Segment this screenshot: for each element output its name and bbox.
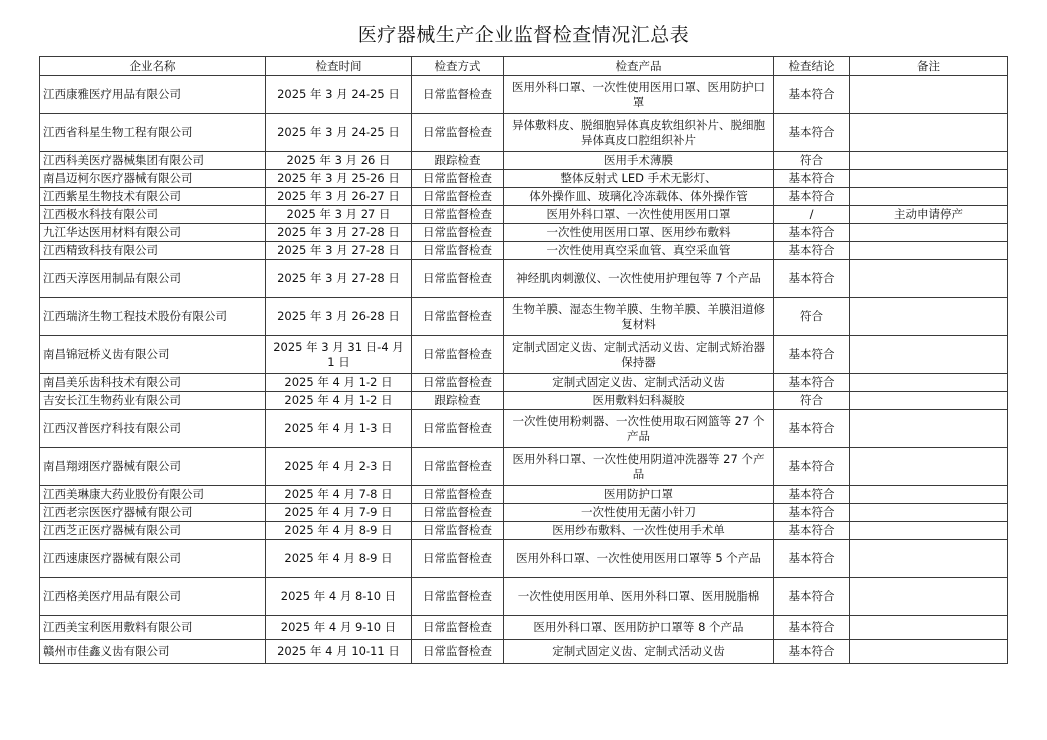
inspection-result-cell: 基本符合: [774, 76, 850, 114]
inspection-date-cell: 2025 年 4 月 8-9 日: [266, 540, 412, 578]
inspection-date-cell: 2025 年 3 月 24-25 日: [266, 76, 412, 114]
table-row: [40, 152, 1008, 170]
inspected-product-cell: 医用外科口罩、一次性使用阴道冲洗器等 27 个产品: [504, 448, 774, 486]
inspected-product-cell: 体外操作皿、玻璃化冷冻载体、体外操作管: [504, 188, 774, 206]
company-cell: 南昌锦冠桥义齿有限公司: [40, 336, 266, 374]
remark-cell: [850, 242, 1008, 260]
table-row: [40, 374, 1008, 392]
inspection-method-cell: 日常监督检查: [412, 170, 504, 188]
remark-cell: 主动申请停产: [850, 206, 1008, 224]
inspected-product-cell: 医用纱布敷料、一次性使用手术单: [504, 522, 774, 540]
inspected-product-cell: 定制式固定义齿、定制式活动义齿: [504, 374, 774, 392]
inspection-date-cell: 2025 年 3 月 26-27 日: [266, 188, 412, 206]
inspection-method-cell: 日常监督检查: [412, 336, 504, 374]
company-cell: 江西天淳医用制品有限公司: [40, 260, 266, 298]
remark-cell: [850, 578, 1008, 616]
table-row: [40, 206, 1008, 224]
company-cell: 江西省科星生物工程有限公司: [40, 114, 266, 152]
company-cell: 南昌美乐齿科技术有限公司: [40, 374, 266, 392]
inspection-result-cell: 基本符合: [774, 616, 850, 640]
remark-cell: [850, 540, 1008, 578]
inspection-result-cell: 基本符合: [774, 486, 850, 504]
inspected-product-cell: 异体敷料皮、脱细胞异体真皮软组织补片、脱细胞异体真皮口腔组织补片: [504, 114, 774, 152]
table-row: [40, 522, 1008, 540]
inspected-product-cell: 整体反射式 LED 手术无影灯、: [504, 170, 774, 188]
inspected-product-cell: 定制式固定义齿、定制式活动义齿: [504, 640, 774, 664]
inspection-table: [39, 56, 1008, 664]
inspection-method-cell: 日常监督检查: [412, 242, 504, 260]
inspection-date-cell: 2025 年 4 月 8-9 日: [266, 522, 412, 540]
remark-cell: [850, 170, 1008, 188]
table-row: [40, 410, 1008, 448]
table-row: [40, 448, 1008, 486]
inspection-method-cell: 日常监督检查: [412, 522, 504, 540]
remark-cell: [850, 152, 1008, 170]
header-note: 备注: [850, 57, 1008, 76]
inspected-product-cell: 医用防护口罩: [504, 486, 774, 504]
company-cell: 江西速康医疗器械有限公司: [40, 540, 266, 578]
inspected-product-cell: 医用外科口罩、一次性使用医用口罩等 5 个产品: [504, 540, 774, 578]
inspection-result-cell: /: [774, 206, 850, 224]
table-row: [40, 76, 1008, 114]
table-row: [40, 298, 1008, 336]
inspection-method-cell: 日常监督检查: [412, 206, 504, 224]
inspected-product-cell: 医用外科口罩、医用防护口罩等 8 个产品: [504, 616, 774, 640]
table-row: [40, 578, 1008, 616]
inspection-method-cell: 跟踪检查: [412, 152, 504, 170]
inspection-date-cell: 2025 年 3 月 24-25 日: [266, 114, 412, 152]
remark-cell: [850, 392, 1008, 410]
company-cell: 江西芝正医疗器械有限公司: [40, 522, 266, 540]
inspection-date-cell: 2025 年 4 月 7-8 日: [266, 486, 412, 504]
inspection-date-cell: 2025 年 4 月 2-3 日: [266, 448, 412, 486]
table-row: [40, 260, 1008, 298]
inspection-result-cell: 基本符合: [774, 188, 850, 206]
inspection-result-cell: 基本符合: [774, 504, 850, 522]
inspection-method-cell: 日常监督检查: [412, 114, 504, 152]
inspection-method-cell: 日常监督检查: [412, 224, 504, 242]
inspection-date-cell: 2025 年 4 月 1-3 日: [266, 410, 412, 448]
inspection-method-cell: 日常监督检查: [412, 616, 504, 640]
inspection-result-cell: 基本符合: [774, 578, 850, 616]
remark-cell: [850, 374, 1008, 392]
inspection-method-cell: 跟踪检查: [412, 392, 504, 410]
inspected-product-cell: 神经肌肉刺激仪、一次性使用护理包等 7 个产品: [504, 260, 774, 298]
inspection-method-cell: 日常监督检查: [412, 410, 504, 448]
company-cell: 江西科美医疗器械集团有限公司: [40, 152, 266, 170]
inspection-result-cell: 基本符合: [774, 640, 850, 664]
company-cell: 江西美琳康大药业股份有限公司: [40, 486, 266, 504]
inspection-date-cell: 2025 年 4 月 1-2 日: [266, 374, 412, 392]
inspection-date-cell: 2025 年 4 月 7-9 日: [266, 504, 412, 522]
company-cell: 江西精致科技有限公司: [40, 242, 266, 260]
inspected-product-cell: 一次性使用医用口罩、医用纱布敷料: [504, 224, 774, 242]
inspected-product-cell: 医用外科口罩、一次性使用医用口罩: [504, 206, 774, 224]
company-cell: 赣州市佳鑫义齿有限公司: [40, 640, 266, 664]
inspection-result-cell: 基本符合: [774, 522, 850, 540]
inspection-method-cell: 日常监督检查: [412, 188, 504, 206]
company-cell: 江西老宗医医疗器械有限公司: [40, 504, 266, 522]
inspected-product-cell: 一次性使用医用单、医用外科口罩、医用脱脂棉: [504, 578, 774, 616]
table-row: [40, 224, 1008, 242]
inspection-method-cell: 日常监督检查: [412, 260, 504, 298]
header-date: 检查时间: [266, 57, 412, 76]
inspection-result-cell: 基本符合: [774, 336, 850, 374]
inspection-method-cell: 日常监督检查: [412, 578, 504, 616]
inspection-date-cell: 2025 年 3 月 25-26 日: [266, 170, 412, 188]
inspected-product-cell: 一次性使用无菌小针刀: [504, 504, 774, 522]
table-row: [40, 336, 1008, 374]
inspection-result-cell: 符合: [774, 298, 850, 336]
inspection-method-cell: 日常监督检查: [412, 448, 504, 486]
table-row: [40, 188, 1008, 206]
page-title: 医疗器械生产企业监督检查情况汇总表: [357, 24, 690, 46]
company-cell: 南昌迈柯尔医疗器械有限公司: [40, 170, 266, 188]
header-method: 检查方式: [412, 57, 504, 76]
company-cell: 江西极水科技有限公司: [40, 206, 266, 224]
table-row: [40, 392, 1008, 410]
inspected-product-cell: 一次性使用真空采血管、真空采血管: [504, 242, 774, 260]
remark-cell: [850, 448, 1008, 486]
inspection-date-cell: 2025 年 3 月 31 日-4 月 1 日: [266, 336, 412, 374]
company-cell: 江西瑞济生物工程技术股份有限公司: [40, 298, 266, 336]
company-cell: 江西格美医疗用品有限公司: [40, 578, 266, 616]
inspection-result-cell: 基本符合: [774, 448, 850, 486]
remark-cell: [850, 522, 1008, 540]
remark-cell: [850, 504, 1008, 522]
table-row: [40, 504, 1008, 522]
inspected-product-cell: 医用敷料妇科凝胶: [504, 392, 774, 410]
inspected-product-cell: 一次性使用粉刺器、一次性使用取石网篮等 27 个产品: [504, 410, 774, 448]
remark-cell: [850, 616, 1008, 640]
inspection-date-cell: 2025 年 4 月 8-10 日: [266, 578, 412, 616]
remark-cell: [850, 76, 1008, 114]
remark-cell: [850, 298, 1008, 336]
inspection-result-cell: 基本符合: [774, 170, 850, 188]
remark-cell: [850, 640, 1008, 664]
inspection-method-cell: 日常监督检查: [412, 76, 504, 114]
remark-cell: [850, 224, 1008, 242]
inspection-date-cell: 2025 年 4 月 1-2 日: [266, 392, 412, 410]
inspection-method-cell: 日常监督检查: [412, 504, 504, 522]
company-cell: 吉安长江生物药业有限公司: [40, 392, 266, 410]
table-row: [40, 486, 1008, 504]
inspection-result-cell: 基本符合: [774, 114, 850, 152]
inspection-result-cell: 基本符合: [774, 224, 850, 242]
company-cell: 江西紫星生物技术有限公司: [40, 188, 266, 206]
remark-cell: [850, 336, 1008, 374]
table-row: [40, 114, 1008, 152]
header-product: 检查产品: [504, 57, 774, 76]
table-row: [40, 170, 1008, 188]
inspection-method-cell: 日常监督检查: [412, 540, 504, 578]
company-cell: 九江华达医用材料有限公司: [40, 224, 266, 242]
inspection-method-cell: 日常监督检查: [412, 486, 504, 504]
remark-cell: [850, 486, 1008, 504]
inspection-date-cell: 2025 年 3 月 27-28 日: [266, 242, 412, 260]
inspection-result-cell: 基本符合: [774, 410, 850, 448]
table-row: [40, 242, 1008, 260]
inspection-result-cell: 符合: [774, 392, 850, 410]
table-header-row: [40, 57, 1008, 76]
remark-cell: [850, 114, 1008, 152]
inspection-method-cell: 日常监督检查: [412, 640, 504, 664]
inspected-product-cell: 定制式固定义齿、定制式活动义齿、定制式矫治器保持器: [504, 336, 774, 374]
inspection-date-cell: 2025 年 3 月 26-28 日: [266, 298, 412, 336]
inspected-product-cell: 医用外科口罩、一次性使用医用口罩、医用防护口罩: [504, 76, 774, 114]
inspection-result-cell: 基本符合: [774, 374, 850, 392]
inspection-date-cell: 2025 年 3 月 27-28 日: [266, 260, 412, 298]
inspected-product-cell: 生物羊膜、湿态生物羊膜、生物羊膜、羊膜泪道修复材料: [504, 298, 774, 336]
company-cell: 江西美宝利医用敷料有限公司: [40, 616, 266, 640]
company-cell: 江西汉普医疗科技有限公司: [40, 410, 266, 448]
company-cell: 江西康雅医疗用品有限公司: [40, 76, 266, 114]
remark-cell: [850, 410, 1008, 448]
table-row: [40, 540, 1008, 578]
inspection-method-cell: 日常监督检查: [412, 298, 504, 336]
inspection-date-cell: 2025 年 4 月 9-10 日: [266, 616, 412, 640]
header-result: 检查结论: [774, 57, 850, 76]
inspection-result-cell: 符合: [774, 152, 850, 170]
inspection-result-cell: 基本符合: [774, 540, 850, 578]
header-company: 企业名称: [40, 57, 266, 76]
inspection-date-cell: 2025 年 3 月 26 日: [266, 152, 412, 170]
table-row: [40, 616, 1008, 640]
inspection-date-cell: 2025 年 4 月 10-11 日: [266, 640, 412, 664]
table-row: [40, 640, 1008, 664]
inspection-date-cell: 2025 年 3 月 27-28 日: [266, 224, 412, 242]
remark-cell: [850, 260, 1008, 298]
company-cell: 南昌翔翊医疗器械有限公司: [40, 448, 266, 486]
inspection-date-cell: 2025 年 3 月 27 日: [266, 206, 412, 224]
inspection-result-cell: 基本符合: [774, 260, 850, 298]
remark-cell: [850, 188, 1008, 206]
inspection-result-cell: 基本符合: [774, 242, 850, 260]
inspection-method-cell: 日常监督检查: [412, 374, 504, 392]
inspected-product-cell: 医用手术薄膜: [504, 152, 774, 170]
